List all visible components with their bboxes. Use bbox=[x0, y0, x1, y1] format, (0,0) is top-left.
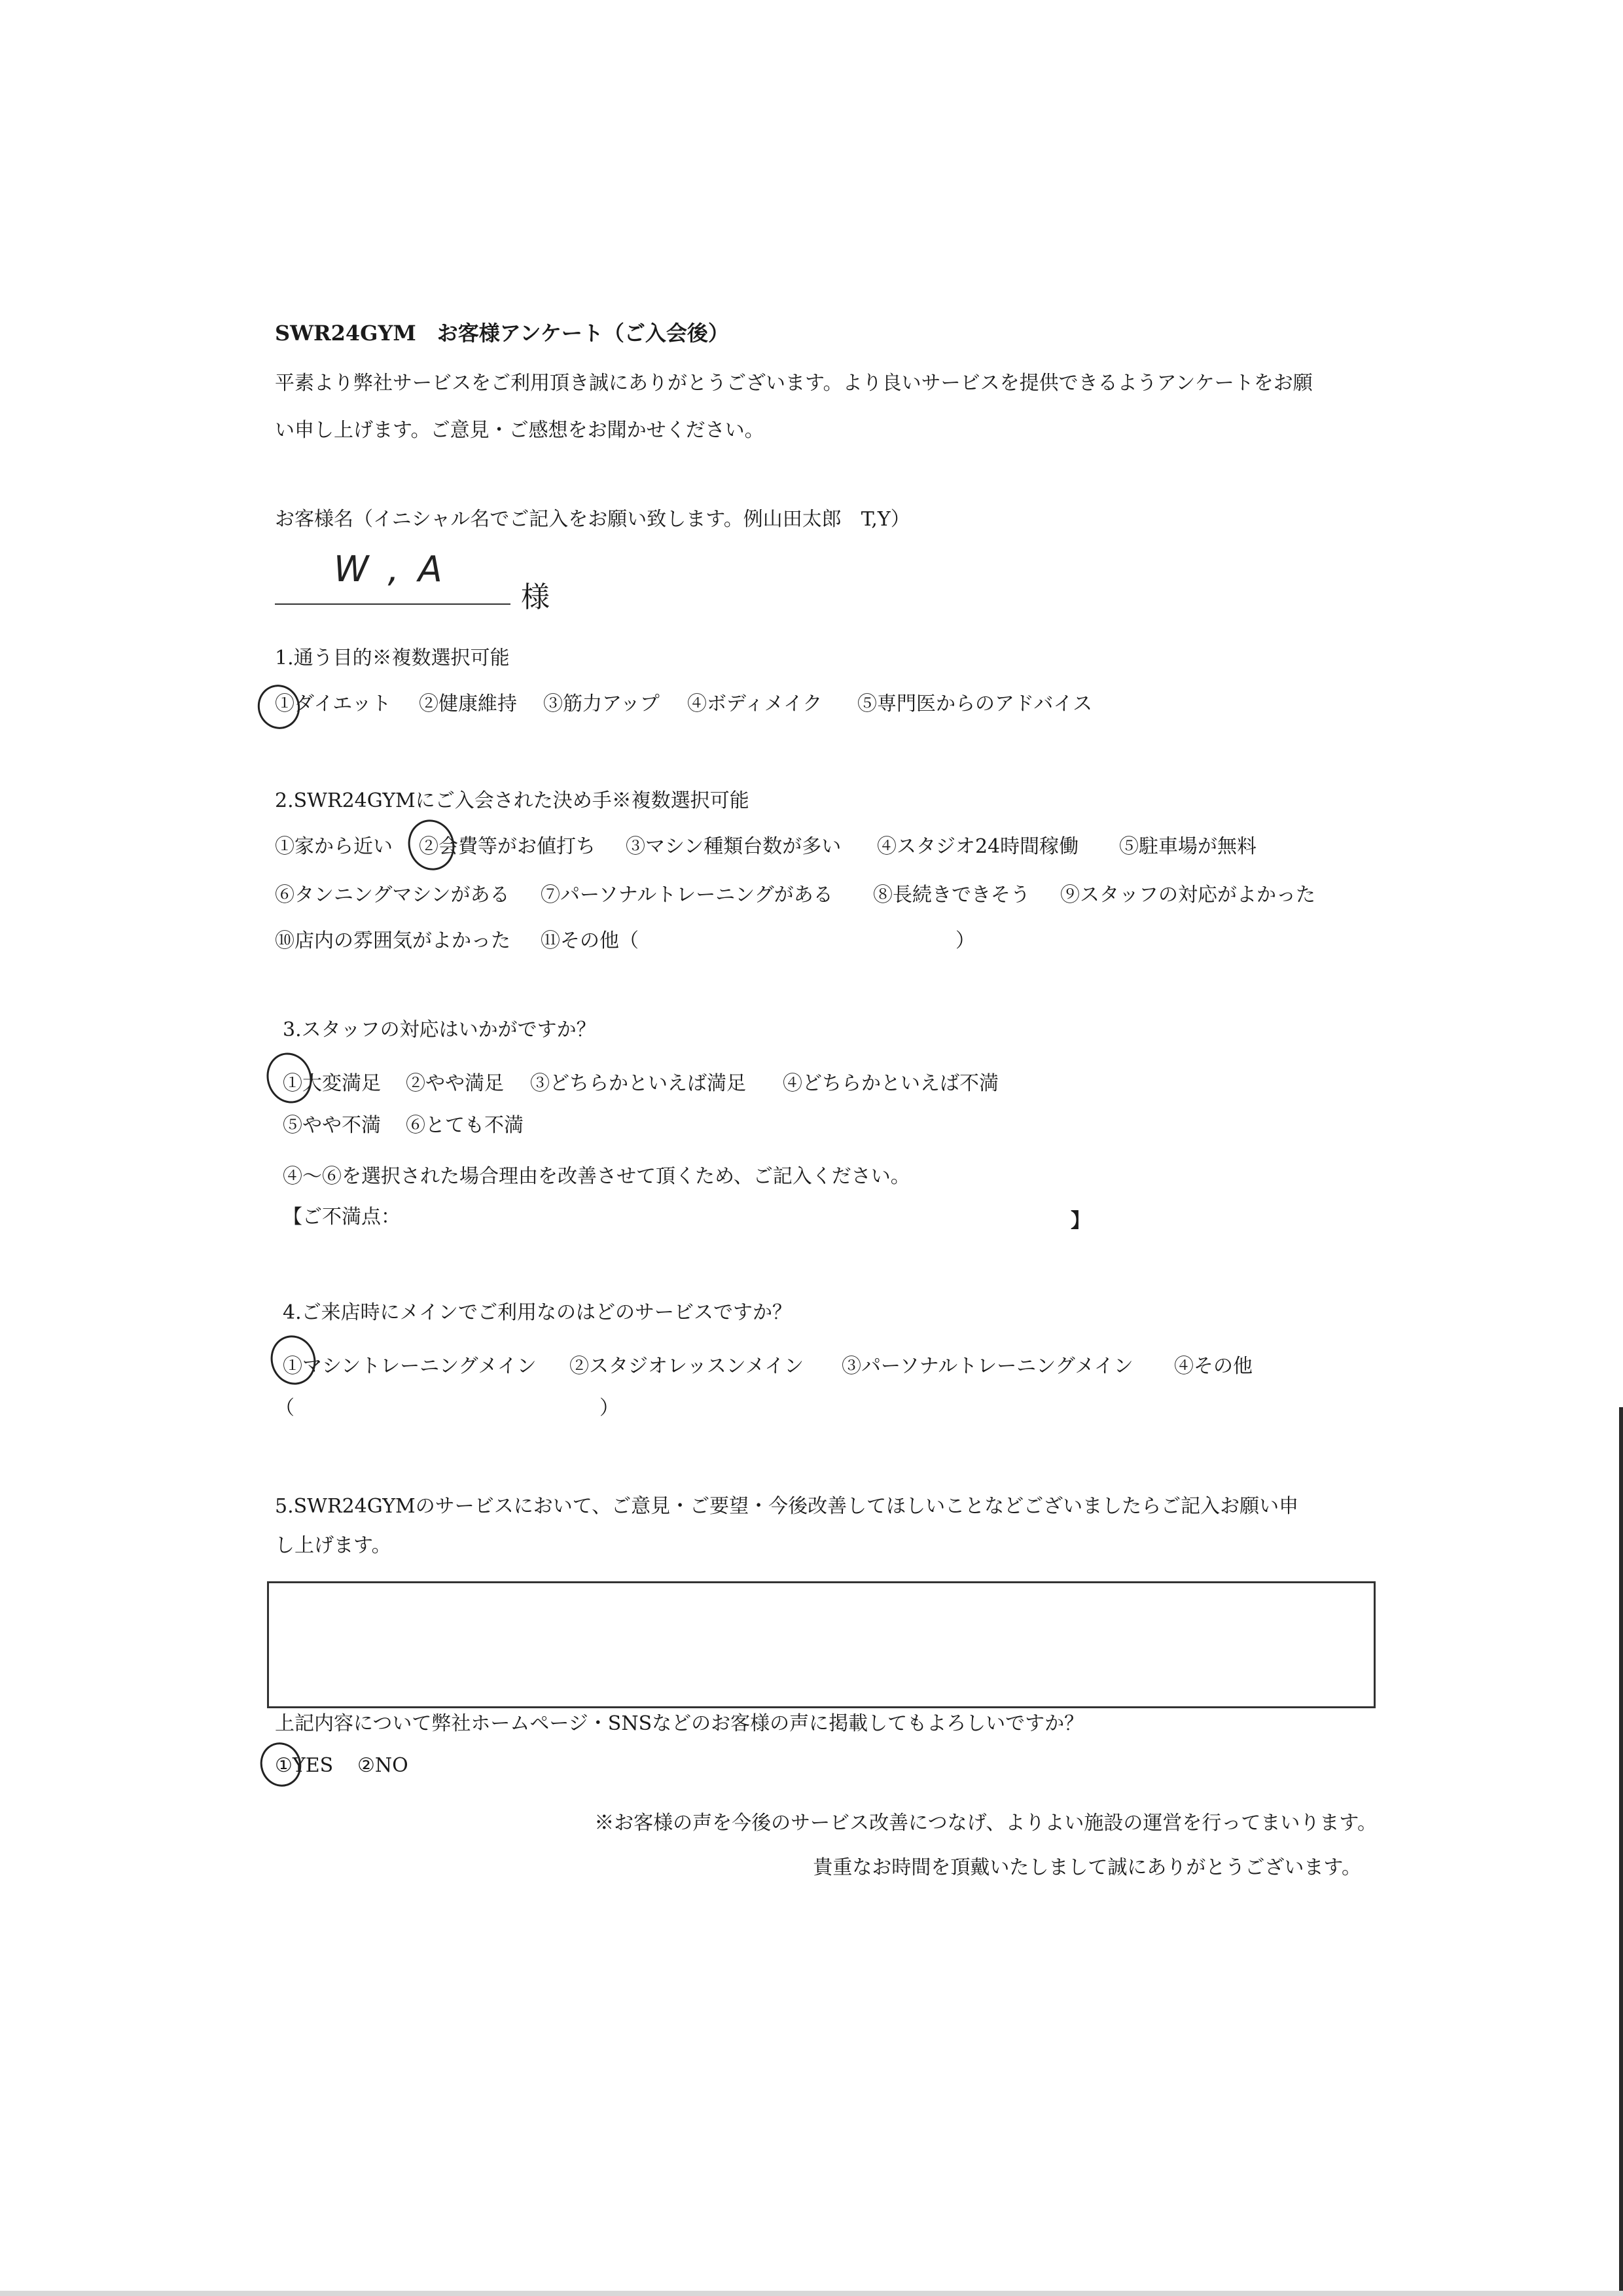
q2-option-11[interactable]: ⑪その他（ bbox=[541, 929, 639, 952]
q1-option-4[interactable]: ④ボディメイク bbox=[687, 692, 823, 715]
q2-option-4[interactable]: ④スタジオ24時間稼働 bbox=[877, 835, 1079, 858]
q1-selected-circle bbox=[252, 679, 306, 734]
customer-name-underline bbox=[275, 603, 510, 605]
footer-line-1: ※お客様の声を今後のサービス改善につなげ、よりよい施設の運営を行ってまいります。 bbox=[594, 1812, 1377, 1835]
q3-selected-circle bbox=[260, 1047, 319, 1109]
customer-name-value[interactable]: W , A bbox=[334, 548, 446, 590]
consent-option-no[interactable]: ②NO bbox=[357, 1754, 408, 1777]
q3-option-1[interactable]: ①大変満足 bbox=[283, 1072, 381, 1095]
q2-other-close: ） bbox=[955, 929, 975, 952]
q3-option-4[interactable]: ④どちらかといえば不満 bbox=[783, 1072, 999, 1095]
q2-option-1[interactable]: ①家から近い bbox=[275, 835, 393, 858]
q4-other-field[interactable] bbox=[308, 1397, 596, 1420]
q1-option-1[interactable]: ①ダイエット bbox=[275, 692, 391, 715]
q5-answer-box[interactable] bbox=[267, 1581, 1376, 1708]
q2-option-10[interactable]: ⑩店内の雰囲気がよかった bbox=[275, 929, 510, 952]
q1-option-3[interactable]: ③筋力アップ bbox=[543, 692, 660, 715]
q2-option-9[interactable]: ⑨スタッフの対応がよかった bbox=[1060, 884, 1315, 906]
q3-complaint-field[interactable] bbox=[403, 1206, 1064, 1229]
q2-option-5[interactable]: ⑤駐車場が無料 bbox=[1119, 835, 1257, 858]
q3-option-6[interactable]: ⑥とても不満 bbox=[406, 1114, 524, 1137]
q3-option-5[interactable]: ⑤やや不満 bbox=[283, 1114, 381, 1137]
q3-option-3[interactable]: ③どちらかといえば満足 bbox=[530, 1072, 746, 1095]
q1-option-5[interactable]: ⑤専門医からのアドバイス bbox=[857, 692, 1093, 715]
q2-option-3[interactable]: ③マシン種類台数が多い bbox=[626, 835, 842, 858]
q3-complaint-label: 【ご不満点： bbox=[283, 1206, 401, 1229]
consent-option-yes[interactable]: ①YES bbox=[275, 1754, 334, 1777]
q4-option-2[interactable]: ②スタジオレッスンメイン bbox=[569, 1355, 804, 1378]
survey-title: SWR24GYM お客様アンケート（ご入会後） bbox=[275, 321, 729, 346]
q4-option-4[interactable]: ④その他 bbox=[1174, 1355, 1253, 1378]
q1-question: 1.通う目的※複数選択可能 bbox=[275, 647, 510, 670]
q3-complaint-close: 】 bbox=[1071, 1210, 1090, 1232]
footer-line-2: 貴重なお時間を頂戴いたしまして誠にありがとうございます。 bbox=[813, 1856, 1361, 1879]
q4-paren-close: ） bbox=[599, 1397, 619, 1420]
q4-selected-circle bbox=[264, 1329, 322, 1390]
q2-option-7[interactable]: ⑦パーソナルトレーニングがある bbox=[541, 884, 833, 906]
customer-name-label: お客様名（イニシャル名でご記入をお願い致します。例山田太郎 T,Y） bbox=[275, 508, 910, 531]
q3-note: ④～⑥を選択された場合理由を改善させて頂くため、ご記入ください。 bbox=[283, 1165, 910, 1188]
q4-option-1[interactable]: ①マシントレーニングメイン bbox=[283, 1355, 537, 1378]
q3-question: 3.スタッフの対応はいかがですか？ bbox=[283, 1018, 596, 1041]
q4-question: 4.ご来店時にメインでご利用なのはどのサービスですか？ bbox=[283, 1301, 793, 1324]
scan-edge-right bbox=[1619, 1407, 1623, 2291]
q5-question-line-2: し上げます。 bbox=[275, 1534, 391, 1557]
q3-option-2[interactable]: ②やや満足 bbox=[406, 1072, 504, 1095]
consent-selected-circle bbox=[255, 1737, 307, 1792]
honorific: 様 bbox=[521, 581, 550, 614]
q2-option-2[interactable]: ②会費等がお値打ち bbox=[419, 835, 596, 858]
intro-line-2: い申し上げます。ご意見・ご感想をお聞かせください。 bbox=[275, 419, 764, 442]
q2-option-6[interactable]: ⑥タンニングマシンがある bbox=[275, 884, 510, 906]
q1-option-2[interactable]: ②健康維持 bbox=[419, 692, 517, 715]
q4-paren-open: （ bbox=[275, 1397, 294, 1420]
q5-question-line-1: 5.SWR24GYMのサービスにおいて、ご意見・ご要望・今後改善してほしいことなどございましたらご記入お願い申 bbox=[275, 1495, 1299, 1518]
q2-selected-circle bbox=[402, 814, 461, 876]
q4-option-3[interactable]: ③パーソナルトレーニングメイン bbox=[842, 1355, 1133, 1378]
intro-line-1: 平素より弊社サービスをご利用頂き誠にありがとうございます。より良いサービスを提供できるようアンケートをお願 bbox=[275, 372, 1313, 395]
scan-edge-bottom bbox=[0, 2291, 1623, 2296]
q2-option-8[interactable]: ⑧長続きできそう bbox=[873, 884, 1030, 906]
q2-question: 2.SWR24GYMにご入会された決め手※複数選択可能 bbox=[275, 789, 749, 812]
consent-question: 上記内容について弊社ホームページ・SNSなどのお客様の声に掲載してもよろしいですか？ bbox=[275, 1712, 1084, 1735]
